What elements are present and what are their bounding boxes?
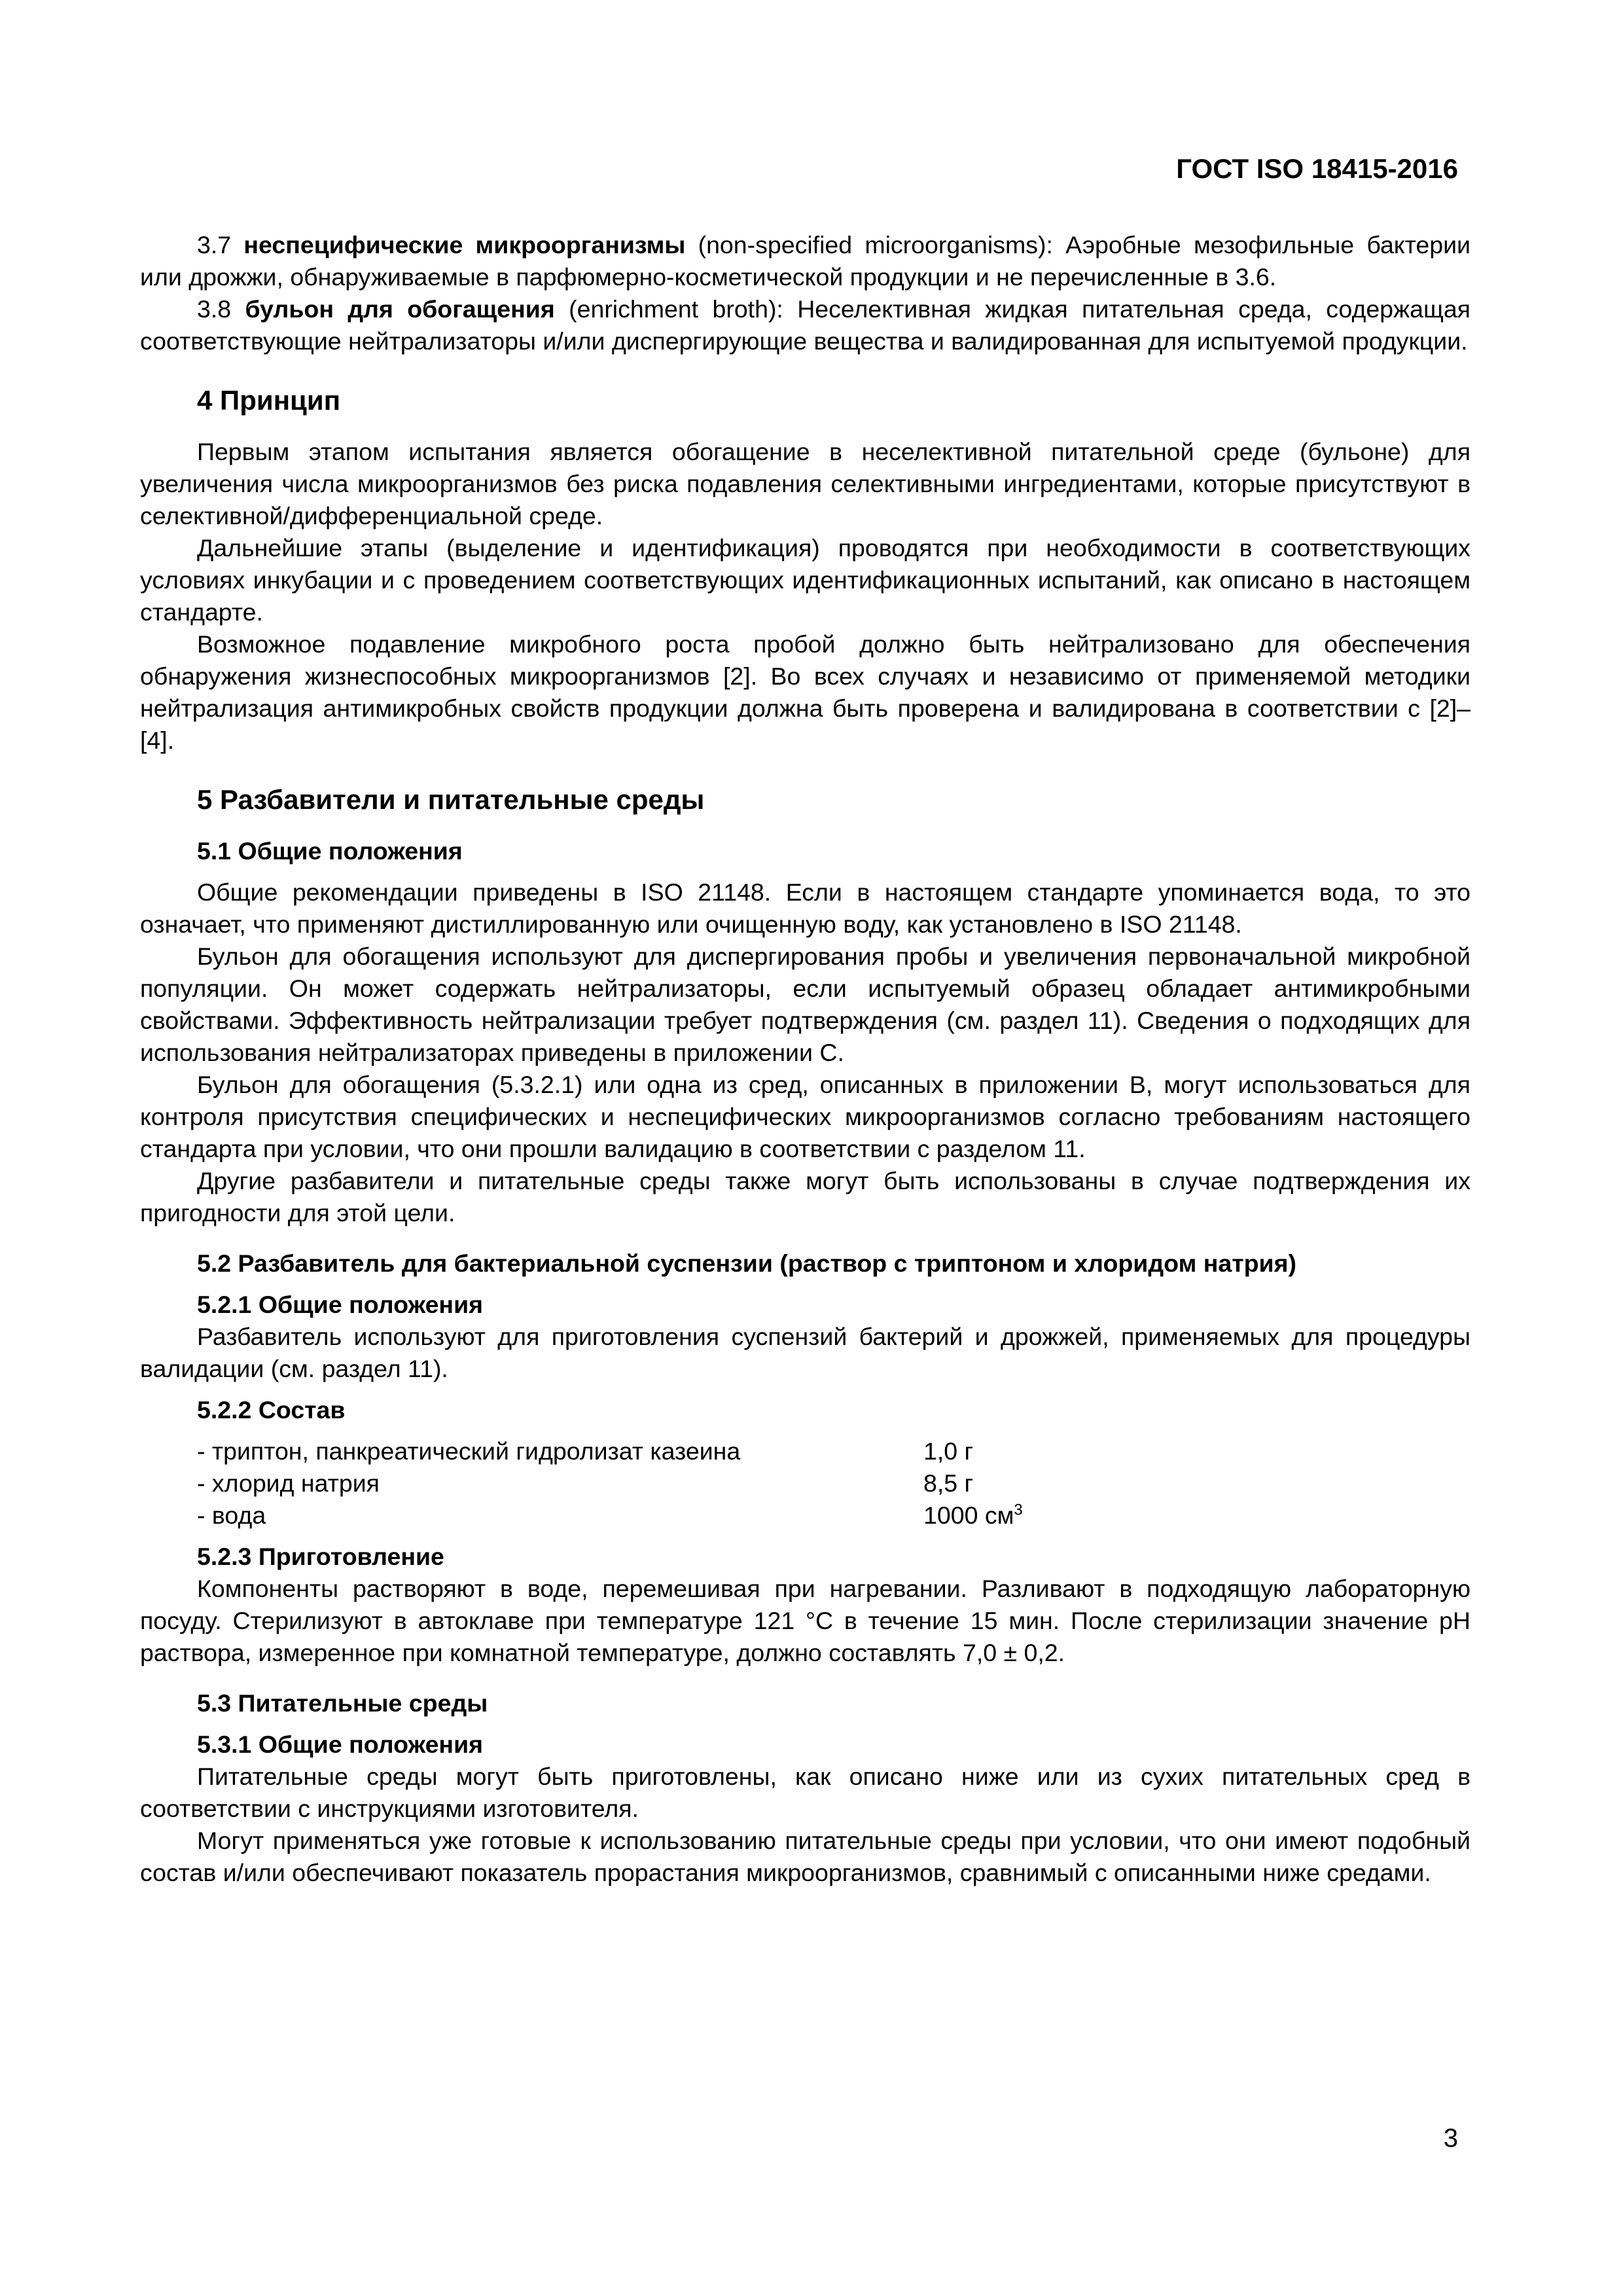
definition-term: неспецифические микроорганизмы [243, 231, 686, 259]
definition-text: (enrichment broth): Неселективная жидкая питательная среда, содержащая соответствующие нейтрализаторы и/или диспергирующие вещества и валидированная для испытуемой продукции. [140, 295, 1471, 355]
definition-3-7 [140, 229, 1471, 293]
definition-number: 3.7 [197, 231, 232, 259]
section-5-2-3-paragraph: Компоненты растворяют в воде, перемешивая при нагревании. Разливают в подходящую лабораторную посуду. Стерилизуют в автоклаве при температуре 121 °С в течение 15 мин. После стерилизации значение рН раствора, измеренное при комнатной температуре, должно составлять 7,0 ± 0,2. [140, 1575, 1471, 1666]
section-5-3-1-heading: 5.3.1 Общие положения [197, 1731, 484, 1758]
section-5-2-3-heading: 5.2.3 Приготовление [197, 1543, 444, 1570]
composition-name: - вода [197, 1501, 266, 1529]
composition-row [197, 1467, 1471, 1499]
section-5-1-heading: 5.1 Общие положения [197, 837, 463, 865]
composition-name: - хлорид натрия [197, 1469, 380, 1497]
section-5-3-1-paragraph: Могут применяться уже готовые к использованию питательные среды при условии, что они имеют подобный состав и/или обеспечивают показатель прорастания микроорганизмов, сравнимый с описанными ниже средами. [140, 1827, 1471, 1886]
section-4-paragraph: Возможное подавление микробного роста пробой должно быть нейтрализовано для обеспечения обнаружения жизнеспособных микроорганизмов [2]. Во всех случаях и независимо от применяемой методики нейтрализация антимикробных свойств продукции должна быть проверена и валидирована в соответствии с [2]–[4]. [140, 630, 1471, 754]
composition-row [197, 1499, 1471, 1532]
composition-value: 8,5 г [923, 1469, 974, 1497]
section-5-3-heading: 5.3 Питательные среды [197, 1689, 488, 1717]
standard-code: ГОСТ ISO 18415-2016 [1176, 153, 1458, 184]
page-number: 3 [1443, 2124, 1458, 2153]
unit-superscript: 3 [1014, 1501, 1023, 1519]
composition-row [197, 1435, 1471, 1467]
section-4-paragraph: Первым этапом испытания является обогащение в неселективной питательной среде (бульоне) для увеличения числа микроорганизмов без риска подавления селективными ингредиентами, которые присутствуют в селективной/дифференциальной среде. [140, 438, 1471, 529]
section-5-1-paragraph: Бульон для обогащения (5.3.2.1) или одна из сред, описанных в приложении В, могут использоваться для контроля присутствия специфических и неспецифических микроорганизмов согласно требованиям настоящего стандарта при условии, что они прошли валидацию в соответствии с разделом 11. [140, 1071, 1471, 1162]
document-body [140, 229, 1471, 1889]
section-5-heading: 5 Разбавители и питательные среды [197, 784, 705, 815]
composition-name: - триптон, панкреатический гидролизат казеина [197, 1437, 741, 1465]
composition-value: 1,0 г [923, 1437, 974, 1465]
section-5-2-2-heading: 5.2.2 Состав [197, 1396, 346, 1424]
section-4-heading: 4 Принцип [197, 385, 341, 416]
section-5-2-heading: 5.2 Разбавитель для бактериальной суспензии (раствор с триптоном и хлоридом натрия) [197, 1249, 1296, 1277]
section-5-2-1-paragraph: Разбавитель используют для приготовления суспензий бактерий и дрожжей, применяемых для процедуры валидации (см. раздел 11). [140, 1323, 1471, 1382]
definition-number: 3.8 [197, 295, 232, 323]
section-4-paragraph: Дальнейшие этапы (выделение и идентификация) проводятся при необходимости в соответствующих условиях инкубации и с проведением соответствующих идентификационных испытаний, как описано в настоящем стандарте. [140, 534, 1471, 626]
composition-value: 1000 $см^3$ [923, 1501, 1023, 1529]
section-5-1-paragraph: Общие рекомендации приведены в ISO 21148. Если в настоящем стандарте упоминается вода, то это означает, что применяют дистиллированную или очищенную воду, как установлено в ISO 21148. [140, 878, 1471, 938]
section-5-2-1-heading: 5.2.1 Общие положения [197, 1291, 484, 1318]
definition-text: (non-specified microorganisms): Аэробные мезофильные бактерии или дрожжи, обнаруживаемые в парфюмерно-косметической продукции и не перечисленные в 3.6. [140, 231, 1471, 291]
definition-3-8 [140, 293, 1471, 357]
section-5-1-paragraph: Другие разбавители и питательные среды также могут быть использованы в случае подтверждения их пригодности для этой цели. [140, 1167, 1471, 1227]
section-5-1-paragraph: Бульон для обогащения используют для диспергирования пробы и увеличения первоначальной микробной популяции. Он может содержать нейтрализаторы, если испытуемый образец обладает антимикробными свойствами. Эффективность нейтрализации требует подтверждения (см. раздел 11). Сведения о подходящих для использования нейтрализаторах приведены в приложении С. [140, 942, 1471, 1066]
section-5-3-1-paragraph: Питательные среды могут быть приготовлены, как описано ниже или из сухих питательных сред в соответствии с инструкциями изготовителя. [140, 1763, 1471, 1822]
definition-term: бульон для обогащения [245, 295, 555, 323]
